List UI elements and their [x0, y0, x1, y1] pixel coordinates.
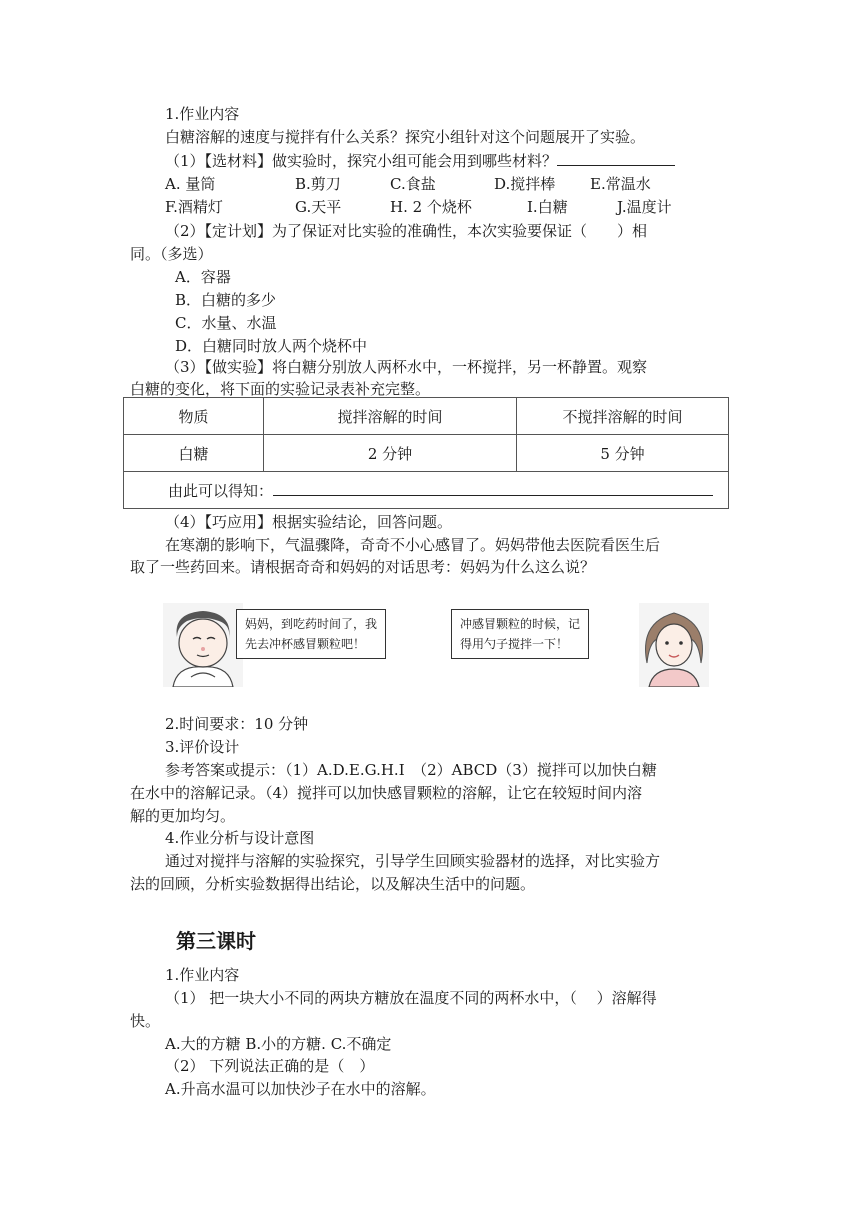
bubble-line: 得用勺子搅拌一下！ [460, 637, 569, 651]
option-e: E.常温水 [590, 175, 651, 193]
table-cell: 5 分钟 [517, 435, 729, 472]
lesson-3-title: 第三课时 [176, 929, 256, 953]
speech-bubble-mother [451, 609, 589, 659]
question-4: （4）【巧应用】根据实验结论，回答问题。 [165, 513, 453, 531]
option-g: G.天平 [295, 198, 342, 216]
lesson-3-question-2: （2） 下列说法正确的是（ ） [165, 1057, 375, 1075]
mother-illustration [639, 603, 709, 687]
option-j: J.温度计 [617, 198, 672, 216]
section-3-heading: 3.评价设计 [165, 738, 240, 756]
sick-boy-illustration [163, 603, 243, 687]
section-1-heading: 1.作业内容 [165, 105, 240, 123]
conclusion-cell [124, 472, 729, 509]
question-3-line1: （3）【做实验】将白糖分别放人两杯水中，一杯搅拌，另一杯静置。观察 [165, 358, 648, 376]
bubble-line: 先去冲杯感冒颗粒吧！ [245, 637, 366, 651]
intro-text: 白糖溶解的速度与搅拌有什么关系？探究小组针对这个问题展开了实验。 [165, 128, 646, 146]
conclusion-blank[interactable] [273, 481, 713, 496]
table-cell: 白糖 [124, 435, 264, 472]
lesson-3-question-1-options: A.大的方糖 B.小的方糖. C.不确定 [165, 1035, 392, 1053]
story-line2: 取了一些药回来。请根据奇奇和妈妈的对话思考：妈妈为什么这么说？ [130, 558, 596, 576]
analysis-line2: 法的回顾，分析实验数据得出结论，以及解决生活中的问题。 [130, 875, 536, 893]
experiment-record-table [123, 397, 729, 509]
option-h: H. 2 个烧杯 [390, 198, 472, 216]
option-d: D.搅拌棒 [494, 175, 556, 193]
option-b: B.剪刀 [295, 175, 341, 193]
option-f: F.酒精灯 [165, 198, 223, 216]
question-3-line2: 白糖的变化，将下面的实验记录表补充完整。 [130, 380, 431, 398]
question-1 [165, 151, 675, 171]
story-line1: 在寒潮的影响下，气温骤降，奇奇不小心感冒了。妈妈带他去医院看医生后 [165, 536, 661, 554]
analysis-line1: 通过对搅拌与溶解的实验探究，引导学生回顾实验器材的选择，对比实验方 [165, 852, 661, 870]
answer-line3: 解的更加均匀。 [130, 807, 236, 825]
option-a: A. 量筒 [165, 175, 216, 193]
q2-option-d: D．白糖同时放人两个烧杯中 [175, 337, 368, 355]
table-header-cell: 搅拌溶解的时间 [264, 398, 517, 435]
lesson-3-question-1-line1: （1） 把一块大小不同的两块方糖放在温度不同的两杯水中，（ ）溶解得 [165, 989, 657, 1007]
question-1-text: （1）【选材料】做实验时，探究小组可能会用到哪些材料？ [165, 152, 558, 170]
bubble-line: 冲感冒颗粒的时候，记 [460, 617, 581, 631]
bubble-line: 妈妈，到吃药时间了，我 [245, 617, 378, 631]
section-4-heading: 4.作业分析与设计意图 [165, 829, 315, 847]
table-cell: 2 分钟 [264, 435, 517, 472]
table-conclusion-row [124, 472, 729, 509]
q2-option-c: C．水量、水温 [175, 314, 277, 332]
table-header-row [124, 398, 729, 435]
answer-line1: 参考答案或提示：（1）A.D.E.G.H.I （2）ABCD（3）搅拌可以加快白糖 [165, 761, 657, 779]
lesson-3-question-1-line2: 快。 [130, 1012, 161, 1030]
answer-blank[interactable] [557, 151, 675, 166]
table-row [124, 435, 729, 472]
question-2-line2: 同。（多选） [130, 245, 213, 263]
answer-line2: 在水中的溶解记录。（4）搅拌可以加快感冒颗粒的溶解，让它在较短时间内溶 [130, 784, 643, 802]
table-header-cell: 物质 [124, 398, 264, 435]
q2-option-a: A．容器 [175, 268, 231, 286]
option-i: I.白糖 [527, 198, 568, 216]
table-header-cell: 不搅拌溶解的时间 [517, 398, 729, 435]
q2-option-b: B．白糖的多少 [175, 291, 277, 309]
section-2-heading: 2.时间要求：10 分钟 [165, 715, 309, 733]
option-c: C.食盐 [390, 175, 436, 193]
speech-bubble-child [236, 609, 386, 659]
lesson-3-question-2-option-a: A.升高水温可以加快沙子在水中的溶解。 [165, 1080, 436, 1098]
question-2-line1: （2）【定计划】为了保证对比实验的准确性，本次实验要保证（ ）相 [165, 222, 648, 240]
conclusion-label: 由此可以得知： [168, 481, 274, 500]
lesson-3-section-1-heading: 1.作业内容 [165, 966, 240, 984]
